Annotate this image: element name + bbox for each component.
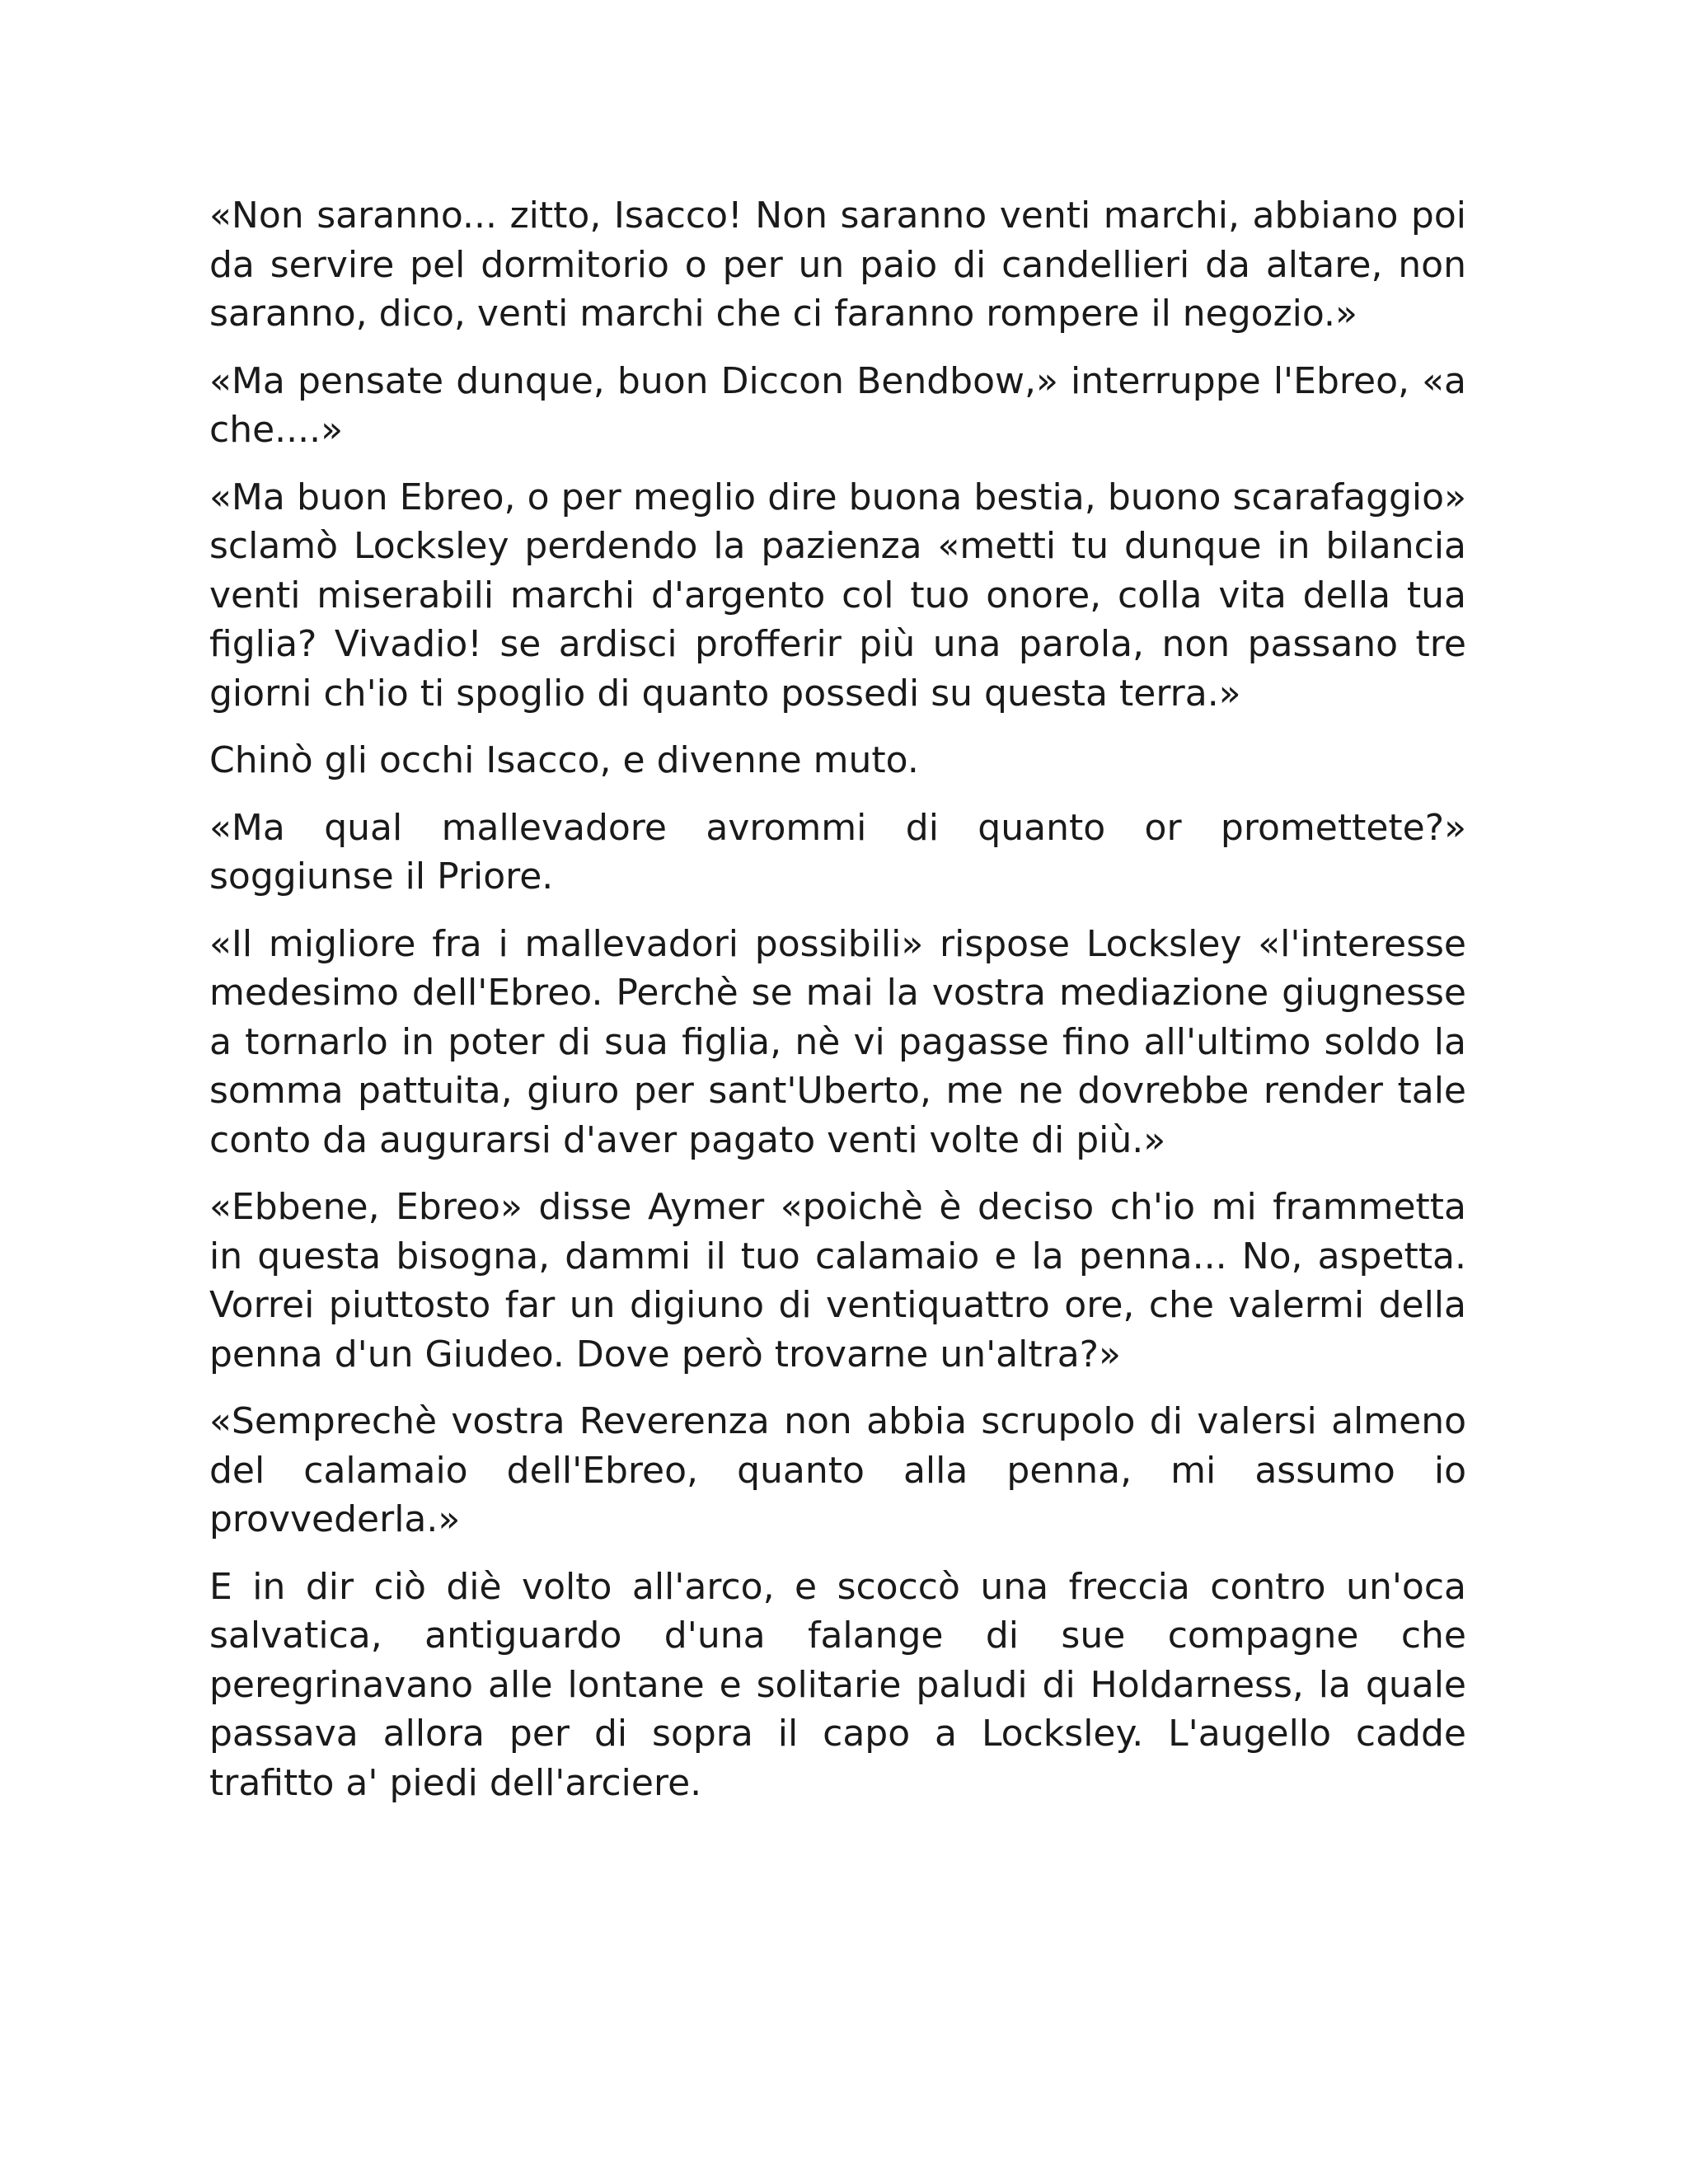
paragraph: «Semprechè vostra Reverenza non abbia scrupolo di valersi almeno del calamaio dell'Ebreo, quanto alla penna, mi assumo io provvederla.» xyxy=(209,1400,1466,1540)
paragraph: «Ma qual mallevadore avrommi di quanto or promettete?» soggiunse il Priore. xyxy=(209,806,1466,898)
paragraph: «Il migliore fra i mallevadori possibili» rispose Locksley «l'interesse medesimo dell'Ebreo. Perchè se mai la vostra mediazione giugnesse a tornarlo in poter di sua figlia, nè vi pagasse fino all'ultimo soldo la somma pattuita, giuro per sant'Uberto, me ne dovrebbe render tale conto da augurarsi d'aver pagato venti volte di più.» xyxy=(209,922,1466,1161)
paragraph: «Ebbene, Ebreo» disse Aymer «poichè è deciso ch'io mi frammetta in questa bisogna, dammi il tuo calamaio e la penna... No, aspetta. Vorrei piuttosto far un digiuno di ventiquattro ore, che valermi della penna d'un Giudeo. Dove però trovarne un'altra?» xyxy=(209,1186,1466,1376)
paragraph: «Non saranno... zitto, Isacco! Non saranno venti marchi, abbiano poi da servire pel dormitorio o per un paio di candellieri da altare, non saranno, dico, venti marchi che ci faranno rompere il negozio.» xyxy=(209,194,1466,335)
page-body xyxy=(209,191,1466,1825)
paragraph: E in dir ciò diè volto all'arco, e scoccò una freccia contro un'oca salvatica, antiguardo d'una falange di sue compagne che peregrinavano alle lontane e solitarie paludi di Holdarness, la quale passava allora per di sopra il capo a Locksley. L'augello cadde trafitto a' piedi dell'arciere. xyxy=(209,1565,1466,1804)
paragraph: «Ma pensate dunque, buon Diccon Bendbow,» interruppe l'Ebreo, «a che....» xyxy=(209,359,1466,451)
paragraph: Chinò gli occhi Isacco, e divenne muto. xyxy=(209,739,919,781)
paragraph: «Ma buon Ebreo, o per meglio dire buona bestia, buono scarafaggio» sclamò Locksley perdendo la pazienza «metti tu dunque in bilancia venti miserabili marchi d'argento col tuo onore, colla vita della tua figlia? Vivadio! se ardisci profferir più una parola, non passano tre giorni ch'io ti spoglio di quanto possedi su questa terra.» xyxy=(209,476,1466,715)
